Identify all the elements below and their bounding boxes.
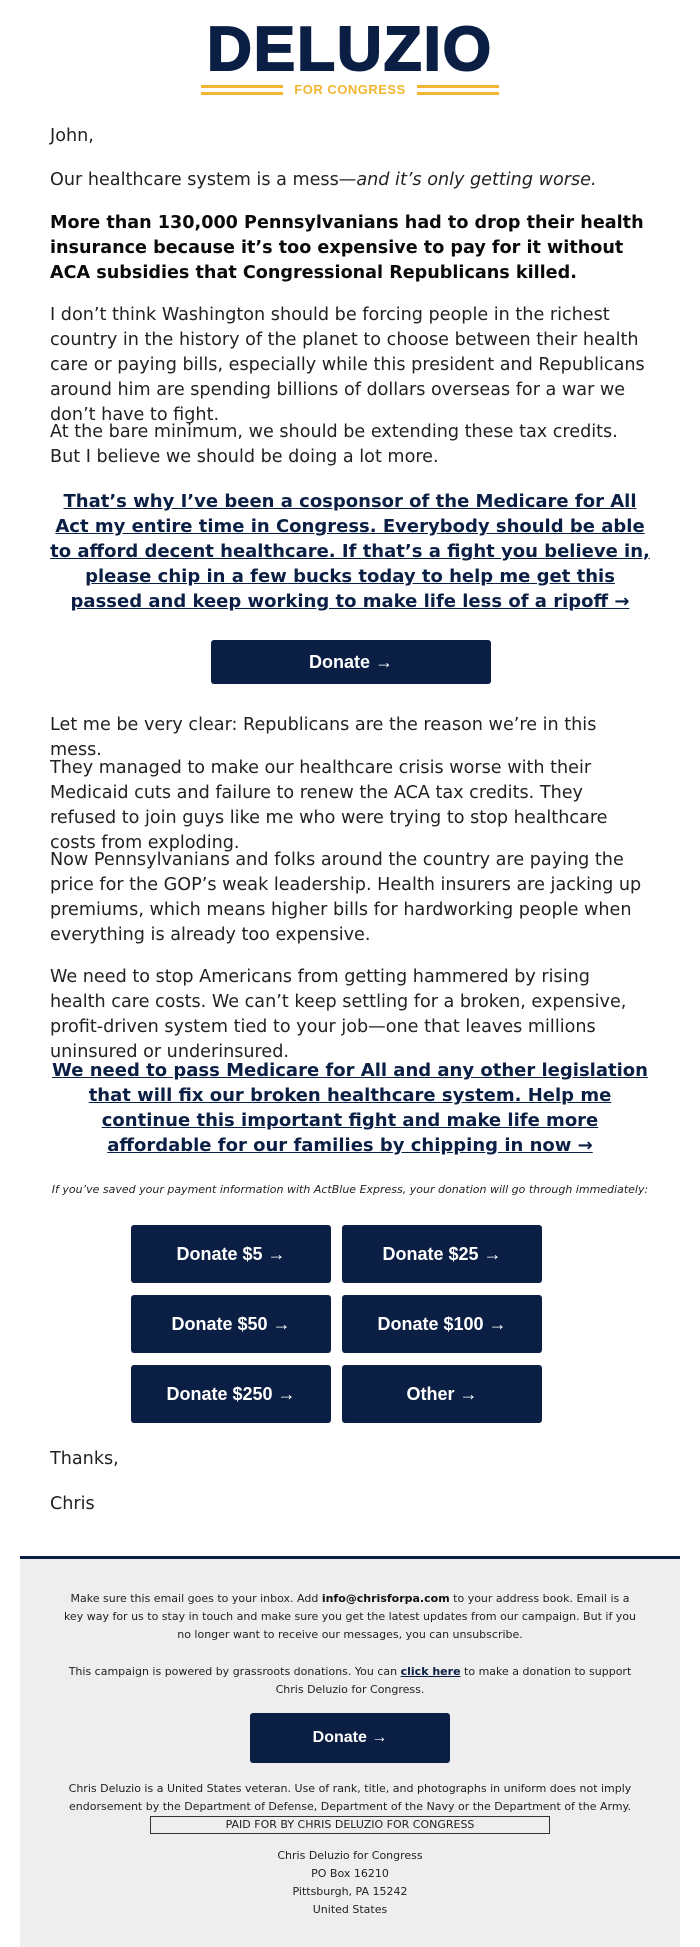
donate-button[interactable]: Donate →: [211, 640, 491, 684]
paragraph-4: They managed to make our healthcare crisis worse with their Medicaid cuts and failure to renew the ACA tax credits. They refused to join guys like me who were trying to stop healthcare costs from exploding.: [50, 758, 608, 853]
paragraph-3: Let me be very clear: Republicans are the reason we’re in this mess.: [50, 715, 597, 760]
intro-italic: and it’s only getting worse.: [356, 170, 597, 190]
sign-off: Thanks,: [50, 1449, 119, 1469]
address-line-4: United States: [312, 1903, 388, 1916]
donate-5-button[interactable]: Donate $5 →: [131, 1225, 331, 1283]
bold-paragraph: More than 130,000 Pennsylvanians had to drop their health insurance because it’s too expensive to pay for it without ACA subsidies that Congressional Republicans killed.: [50, 213, 644, 283]
logo-name: DELUZIO: [206, 15, 494, 84]
medicare-link-2[interactable]: We need to pass Medicare for All and any other legislation that will fix our broken healthcare system. Help me continue this important fight and make life more affordable for our families by chipping in now →: [52, 1060, 648, 1156]
actblue-express-note: If you’ve saved your payment information with ActBlue Express, your donation will go through immediately:: [51, 1183, 649, 1196]
medicare-link-1[interactable]: That’s why I’ve been a cosponsor of the Medicare for All Act my entire time in Congress. Everybody should be able to afford decent healthcare. If that’s a fight you believe in, please chip in a few bucks today to help me get this passed and keep working to make life less of a ripoff →: [50, 491, 650, 612]
paragraph-2: At the bare minimum, we should be extending these tax credits. But I believe we should be doing a lot more.: [50, 422, 618, 467]
campaign-logo: [0, 15, 700, 97]
donate-100-button[interactable]: Donate $100 →: [342, 1295, 542, 1353]
paragraph-5: Now Pennsylvanians and folks around the country are paying the price for the GOP’s weak leadership. Health insurers are jacking up premiums, which means higher bills for hardworking people when everything is already too expensive.: [50, 850, 642, 945]
paragraph-6: We need to stop Americans from getting hammered by rising health care costs. We can’t keep settling for a broken, expensive, profit-driven system tied to your job—one that leaves millions uninsured or underinsured.: [50, 967, 627, 1062]
veteran-disclaimer: Chris Deluzio is a United States veteran. Use of rank, title, and photographs in uniform does not imply endorsement by the Department of Defense, Department of the Navy or the Department of the Army.: [68, 1782, 632, 1813]
greeting: John,: [50, 126, 94, 146]
intro-paragraph: [50, 168, 650, 193]
medicare-link-2-wrap: [50, 1058, 650, 1158]
address-line-2: PO Box 16210: [311, 1867, 389, 1880]
footer-email[interactable]: info@chrisforpa.com: [321, 1592, 450, 1605]
inbox-notice: Make sure this email goes to your inbox. Add info@chrisforpa.com to your address book. Email is a key way for us to stay in touch and make sure you get the latest updates from our campaign. But if you no longer want to receive our messages, you can unsubscribe.: [63, 1592, 637, 1641]
email-footer: [20, 1556, 680, 1947]
footer-donate-button[interactable]: Donate →: [250, 1713, 450, 1763]
donate-25-button[interactable]: Donate $25 →: [342, 1225, 542, 1283]
logo-tagline: FOR CONGRESS: [294, 82, 406, 97]
address-line-3: Pittsburgh, PA 15242: [292, 1885, 408, 1898]
click-here-link[interactable]: click here: [400, 1665, 461, 1678]
paragraph-1: I don’t think Washington should be forcing people in the richest country in the history of the planet to choose between their health care or paying bills, especially while this president and Republicans around him are spending billions of dollars overseas for a war we don’t have to fight.: [50, 305, 645, 425]
medicare-link-1-wrap: [50, 489, 650, 614]
logo-tagline-row: [201, 82, 499, 98]
signature: Chris: [50, 1494, 95, 1514]
donate-50-button[interactable]: Donate $50 →: [131, 1295, 331, 1353]
intro-plain: Our healthcare system is a mess—: [50, 170, 357, 190]
logo-rule-left: [201, 85, 283, 95]
donate-other-button[interactable]: Other →: [342, 1365, 542, 1423]
address-line-1: Chris Deluzio for Congress: [277, 1849, 423, 1862]
paid-for-box: PAID FOR BY CHRIS DELUZIO FOR CONGRESS: [150, 1816, 550, 1834]
donate-250-button[interactable]: Donate $250 →: [131, 1365, 331, 1423]
grassroots-notice: This campaign is powered by grassroots donations. You can click here to make a donation to support Chris Deluzio for Congress.: [68, 1665, 632, 1696]
logo-rule-right: [417, 85, 499, 95]
